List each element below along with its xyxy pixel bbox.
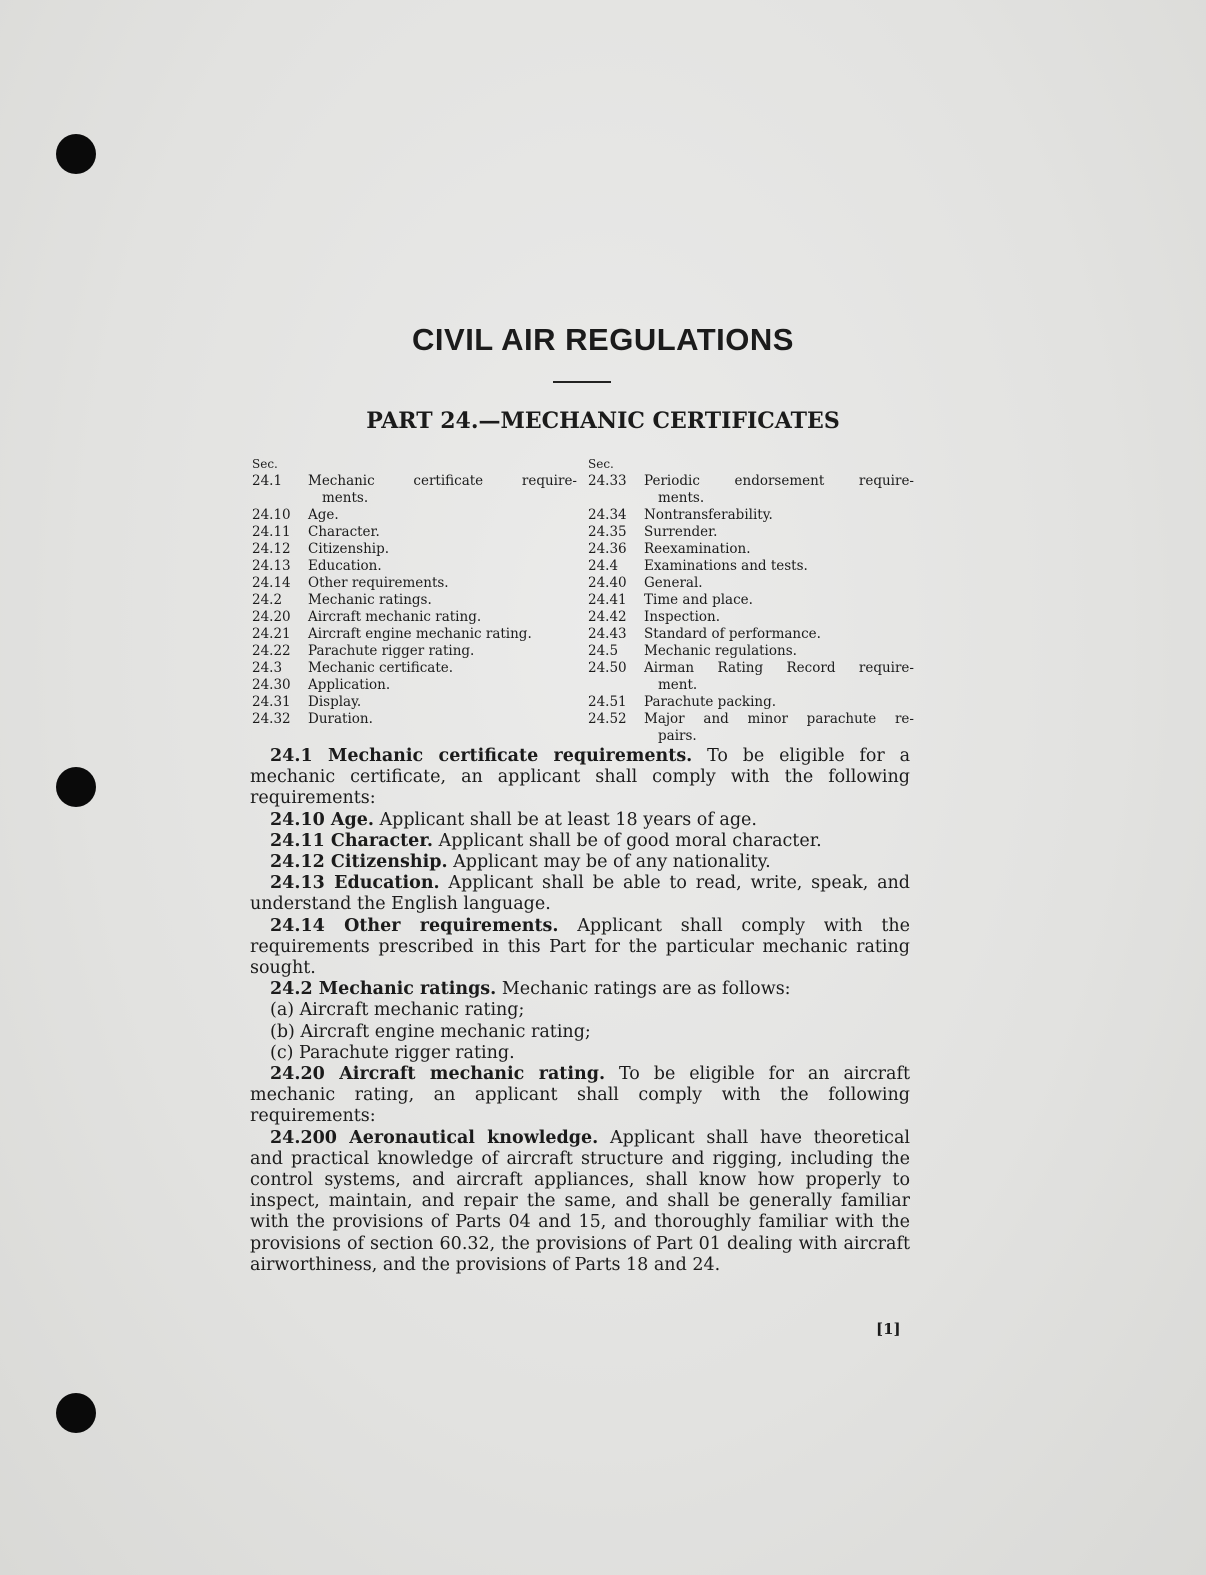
toc-section-number: 24.5 [588, 643, 619, 659]
toc-entry [588, 558, 914, 575]
binder-hole-bottom [56, 1393, 96, 1433]
toc-section-number: 24.42 [588, 609, 627, 625]
toc-left-column [252, 456, 577, 728]
toc-entry [588, 541, 914, 558]
toc-entry [588, 524, 914, 541]
toc-entry [588, 575, 914, 592]
toc-section-number: 24.1 [252, 473, 283, 489]
toc-section-number: 24.4 [588, 558, 619, 574]
section-24-10 [250, 810, 910, 831]
toc-section-title: Education. [308, 558, 382, 574]
section-heading: 24.200 Aeronautical knowledge. [270, 1127, 599, 1148]
section-text: To be eligible for a mechanic certificate, an applicant shall comply with the following requirements: [250, 746, 910, 809]
toc-section-title: General. [644, 575, 703, 591]
toc-section-number: 24.30 [252, 677, 291, 693]
binder-hole-top [56, 134, 96, 174]
toc-section-number: 24.3 [252, 660, 283, 676]
toc-section-title: Application. [308, 677, 391, 693]
section-text: Applicant shall have theoretical and practical knowledge of aircraft structure and rigging, including the control systems, and aircraft appliances, shall know how properly to inspect, maintain, and repair the same, and shall be generally familiar with the provisions of Parts 04 and 15, and thoroughly familiar with the provisions of section 60.32, the provisions of Part 01 dealing with aircraft airworthiness, and the provisions of Parts 18 and 24. [250, 1127, 910, 1275]
toc-entry [252, 643, 577, 660]
toc-section-title: Parachute rigger rating. [308, 643, 475, 659]
toc-section-number: 24.33 [588, 473, 627, 489]
sec-label: Sec. [252, 457, 278, 471]
toc-entry [588, 507, 914, 524]
toc-section-number: 24.31 [252, 694, 291, 710]
toc-section-number: 24.11 [252, 524, 291, 540]
toc-entry [252, 609, 577, 626]
toc-section-number: 24.22 [252, 643, 291, 659]
toc-section-title: Mechanic ratings. [308, 592, 432, 608]
toc-entry [252, 660, 577, 677]
toc-section-title: Display. [308, 694, 362, 710]
section-24-13 [250, 873, 910, 915]
toc-section-title: Examinations and tests. [644, 558, 808, 574]
toc-section-title: Surrender. [644, 524, 718, 540]
toc-section-title: Standard of performance. [644, 626, 821, 642]
toc-section-title-continuation: ment. [658, 677, 698, 693]
toc-section-number: 24.21 [252, 626, 291, 642]
section-heading: 24.12 Citizenship. [270, 852, 448, 873]
section-24-20 [250, 1064, 910, 1128]
list-item-c: (c) Parachute rigger rating. [270, 1042, 515, 1063]
section-heading: 24.13 Education. [270, 873, 440, 894]
toc-section-title: Mechanic certificate require- [308, 473, 577, 489]
toc-section-number: 24.36 [588, 541, 627, 557]
toc-section-title: Mechanic certificate. [308, 660, 454, 676]
toc-section-title: Reexamination. [644, 541, 751, 557]
section-heading: 24.20 Aircraft mechanic rating. [270, 1064, 606, 1085]
toc-section-number: 24.32 [252, 711, 291, 727]
section-24-1 [250, 746, 910, 810]
toc-section-title-continuation: ments. [658, 490, 705, 506]
toc-section-number: 24.14 [252, 575, 291, 591]
section-heading: 24.14 Other requirements. [270, 915, 559, 936]
toc-section-title: Duration. [308, 711, 373, 727]
page-number: [1] [876, 1320, 901, 1338]
section-heading: 24.11 Character. [270, 830, 434, 851]
toc-section-number: 24.10 [252, 507, 291, 523]
toc-section-number: 24.34 [588, 507, 627, 523]
toc-entry [252, 694, 577, 711]
toc-entry [252, 677, 577, 694]
toc-entry [252, 711, 577, 728]
toc-entry [252, 541, 577, 558]
list-item-b: (b) Aircraft engine mechanic rating; [270, 1021, 591, 1042]
section-24-14 [250, 916, 910, 980]
section-24-12 [250, 852, 910, 873]
section-text: Applicant shall comply with the requirements prescribed in this Part for the particular mechanic rating sought. [250, 915, 910, 979]
list-item-a: (a) Aircraft mechanic rating; [270, 1000, 525, 1021]
toc-section-title: Major and minor parachute re- [644, 711, 914, 727]
toc-section-title: Time and place. [644, 592, 753, 608]
toc-section-title: Mechanic regulations. [644, 643, 797, 659]
toc-section-number: 24.35 [588, 524, 627, 540]
toc-section-number: 24.40 [588, 575, 627, 591]
toc-entry [252, 592, 577, 609]
toc-section-title: Periodic endorsement require- [644, 473, 914, 489]
toc-section-title: Aircraft mechanic rating. [308, 609, 482, 625]
section-text: Applicant shall be able to read, write, speak, and understand the English language. [250, 873, 911, 915]
toc-section-title: Age. [308, 507, 339, 523]
document-title: CIVIL AIR REGULATIONS [412, 322, 794, 357]
sec-label: Sec. [588, 457, 614, 471]
toc-section-title: Citizenship. [308, 541, 390, 557]
section-heading: 24.10 Age. [270, 809, 374, 830]
section-24-200 [250, 1128, 910, 1276]
toc-section-number: 24.52 [588, 711, 627, 727]
toc-entry [252, 575, 577, 592]
toc-section-title: Airman Rating Record require- [644, 660, 914, 676]
part-heading: PART 24.—MECHANIC CERTIFICATES [366, 408, 840, 434]
section-heading: 24.2 Mechanic ratings. [270, 979, 497, 1000]
toc-section-title: Nontransferability. [644, 507, 773, 523]
binder-hole-middle [56, 767, 96, 807]
toc-section-number: 24.43 [588, 626, 627, 642]
toc-section-title: Aircraft engine mechanic rating. [308, 626, 532, 642]
section-24-11 [250, 831, 910, 852]
section-text: Applicant shall be at least 18 years of age. [373, 809, 757, 830]
toc-section-number: 24.2 [252, 592, 283, 608]
toc-entry [252, 524, 577, 541]
toc-entry [588, 592, 914, 609]
toc-entry [252, 626, 577, 643]
toc-entry [588, 473, 914, 490]
toc-section-title: Character. [308, 524, 380, 540]
title-divider [553, 381, 611, 383]
toc-right-column [588, 456, 914, 745]
toc-section-number: 24.41 [588, 592, 627, 608]
section-text: Applicant may be of any nationality. [447, 852, 771, 873]
toc-section-number: 24.12 [252, 541, 291, 557]
toc-entry [588, 626, 914, 643]
toc-entry [588, 711, 914, 728]
section-text: Applicant shall be of good moral character. [433, 830, 822, 851]
toc-section-number: 24.13 [252, 558, 291, 574]
toc-section-title: Parachute packing. [644, 694, 777, 710]
toc-section-title-continuation: ments. [322, 490, 369, 506]
toc-entry [252, 473, 577, 490]
toc-section-title: Other requirements. [308, 575, 449, 591]
toc-section-title: Inspection. [644, 609, 721, 625]
toc-section-number: 24.20 [252, 609, 291, 625]
toc-entry [252, 558, 577, 575]
toc-entry [588, 609, 914, 626]
toc-entry [588, 694, 914, 711]
section-heading: 24.1 Mechanic certificate requirements. [270, 746, 693, 766]
toc-entry [588, 660, 914, 677]
toc-section-number: 24.50 [588, 660, 627, 676]
toc-entry [252, 507, 577, 524]
section-text: To be eligible for an aircraft mechanic rating, an applicant shall comply with the following requirements: [250, 1064, 910, 1127]
section-24-2 [250, 979, 910, 1000]
toc-section-number: 24.51 [588, 694, 627, 710]
regulation-text [250, 746, 910, 1276]
toc-entry [588, 643, 914, 660]
section-text: Mechanic ratings are as follows: [496, 979, 791, 1000]
toc-section-title-continuation: pairs. [658, 728, 697, 744]
